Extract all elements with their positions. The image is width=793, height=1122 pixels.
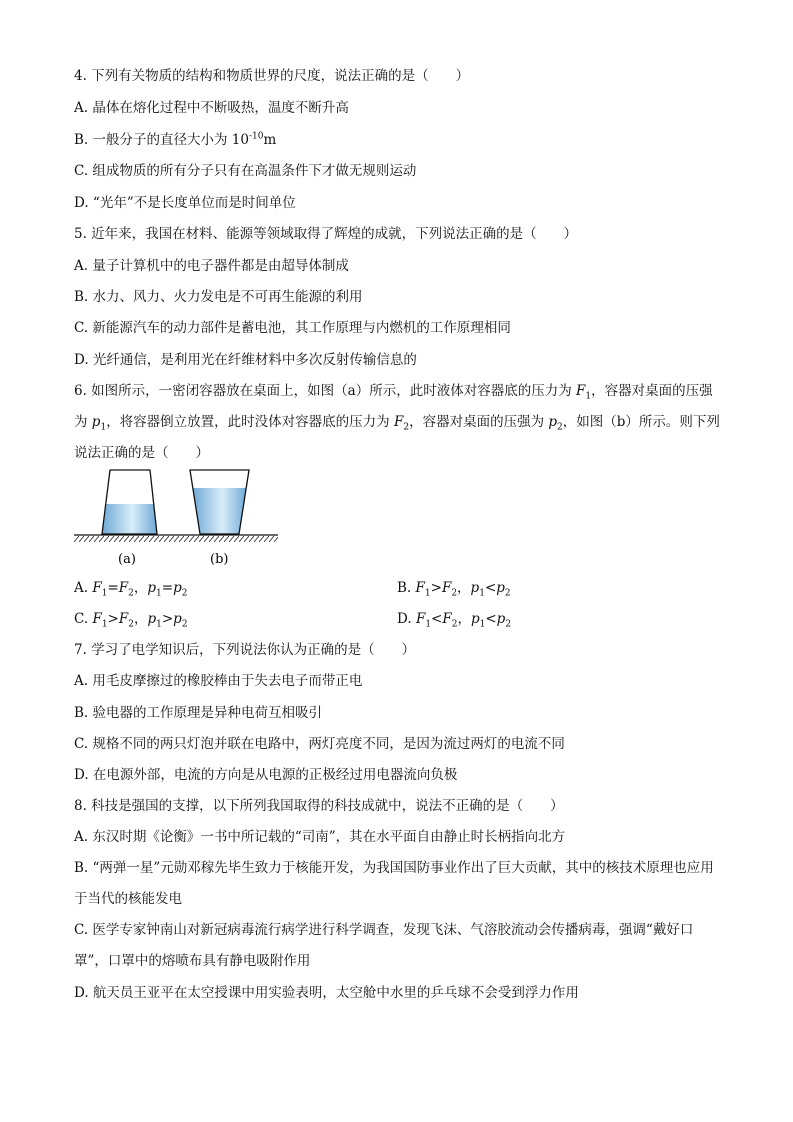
q4-option-b-text: B. 一般分子的直径大小为 10 xyxy=(74,132,249,148)
label-b: (b) xyxy=(210,552,229,567)
q8-option-c: C. 医学专家钟南山对新冠病毒流行病学进行科学调查，发现飞沫、气溶胶流动会传播病毒，强调“戴好口罩”，口罩中的熔喷布具有静电吸附作用 xyxy=(74,922,694,969)
q4-option-b-unit: m xyxy=(263,132,277,148)
q8-option-b: B. “两弹一星”元勋邓稼先毕生致力于核能开发，为我国国防事业作出了巨大贡献，其中的核技术原理也应用于当代的核能发电 xyxy=(74,860,714,907)
q5-option-d: D. 光纤通信，是利用光在纤维材料中多次反射传输信息的 xyxy=(74,352,417,368)
q6-option-a: A. $F_1=F_2$，$p_1=p_2$ xyxy=(74,580,188,599)
q7-stem: 7. 学习了电学知识后，下列说法你认为正确的是（ ） xyxy=(74,642,416,658)
q8-stem: 8. 科技是强国的支撑，以下所列我国取得的科技成就中，说法不正确的是（ ） xyxy=(74,798,564,814)
q7-option-c: C. 规格不同的两只灯泡并联在电路中，两灯亮度不同，是因为流过两灯的电流不同 xyxy=(74,736,565,752)
q8-option-d: D. 航天员王亚平在太空授课中用实验表明，太空舱中水里的乒乓球不会受到浮力作用 xyxy=(74,985,579,1001)
q4-option-b-exponent: -10 xyxy=(248,131,264,142)
container-figure xyxy=(74,464,284,570)
q7-option-a: A. 用毛皮摩擦过的橡胶棒由于失去电子而带正电 xyxy=(74,673,363,689)
liquid-b xyxy=(193,488,247,534)
q6-option-d: D. $F_1<F_2$，$p_1<p_2$ xyxy=(397,611,512,630)
label-a: (a) xyxy=(118,552,136,567)
q5-option-b: B. 水力、风力、火力发电是不可再生能源的利用 xyxy=(74,289,363,305)
q5-option-c: C. 新能源汽车的动力部件是蓄电池，其工作原理与内燃机的工作原理相同 xyxy=(74,320,511,336)
q4-option-c: C. 组成物质的所有分子只有在高温条件下才做无规则运动 xyxy=(74,163,417,179)
q7-option-b: B. 验电器的工作原理是异种电荷互相吸引 xyxy=(74,705,323,721)
q6-stem: 6. 如图所示，一密闭容器放在桌面上，如图（a）所示，此时液体对容器底的压力为 $F_1$，容器对桌面的压强为 $p_1$，将容器倒立放置，此时没体对容器底的压力为 $F_2$，容器对桌面的压强为 $p_2$，如图（b）所示。则下列说法正确的是（ ） xyxy=(74,383,720,461)
q4-option-a: A. 晶体在熔化过程中不断吸热，温度不断升高 xyxy=(74,100,349,116)
q6-option-c: C. $F_1>F_2$，$p_1>p_2$ xyxy=(74,611,188,630)
q6-option-b: B. $F_1>F_2$，$p_1<p_2$ xyxy=(397,580,511,599)
q4-option-d: D. “光年”不是长度单位而是时间单位 xyxy=(74,195,296,211)
q5-stem: 5. 近年来，我国在材料、能源等领域取得了辉煌的成就，下列说法正确的是（ ） xyxy=(74,226,578,242)
liquid-a xyxy=(102,504,157,534)
container-a xyxy=(102,470,157,534)
q4-stem: 4. 下列有关物质的结构和物质世界的尺度，说法正确的是（ ） xyxy=(74,68,470,84)
q7-option-d: D. 在电源外部，电流的方向是从电源的正极经过用电器流向负极 xyxy=(74,767,458,783)
q4-option-b xyxy=(74,130,724,150)
q8-option-a: A. 东汉时期《论衡》一书中所记载的“司南”，其在水平面自由静止时长柄指向北方 xyxy=(74,829,566,845)
q5-option-a: A. 量子计算机中的电子器件都是由超导体制成 xyxy=(74,258,349,274)
table-hatching xyxy=(74,536,278,542)
container-b xyxy=(190,470,249,534)
